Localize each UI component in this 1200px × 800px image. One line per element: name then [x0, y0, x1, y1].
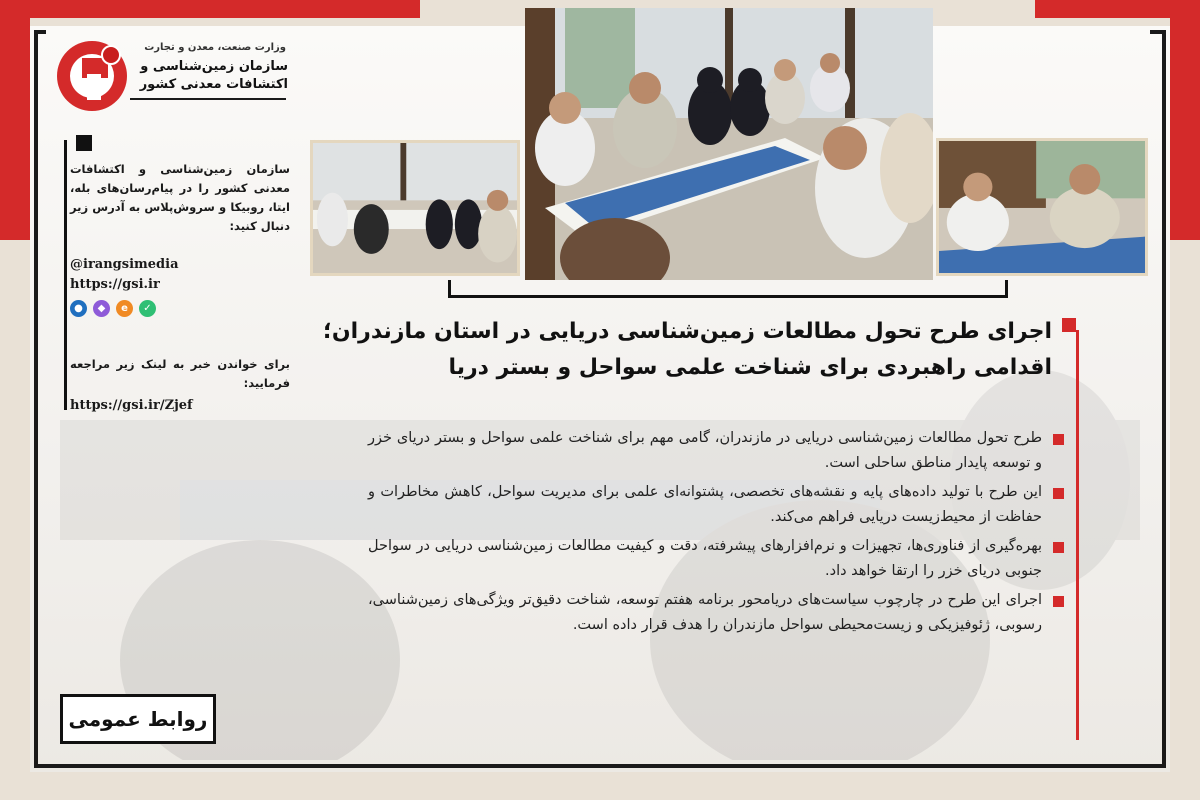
news-headline	[300, 314, 1052, 386]
bullet-item	[368, 480, 1064, 530]
bullet-text: اجرای این طرح در چارچوب سیاست‌های دریامحور برنامه هفتم توسعه، شناخت دقیق‌تر ویژگی‌های زمین‌شناسی، رسوبی، ژئوفیزیکی و زیست‌محیطی سواحل مازندران را هدف قرار داده است.	[368, 592, 1042, 633]
read-more-text: برای خواندن خبر به لینک زیر مراجعه فرمایید:	[70, 357, 290, 390]
soroush-icon[interactable]: e	[116, 300, 133, 317]
social-block	[70, 255, 179, 295]
rubika-icon[interactable]: ●	[70, 300, 87, 317]
frame-corner-top-right	[1150, 30, 1166, 34]
bullet-text: این طرح با تولید داده‌های پایه و نقشه‌های تخصصی، پشتوانه‌ای علمی برای مدیریت سواحل، کاهش مخاطرات و حفاظت از محیط‌زیست دریایی فراهم می‌کند.	[368, 484, 1042, 525]
messenger-app-icons	[70, 300, 156, 317]
bullet-text: بهره‌گیری از فناوری‌ها، تجهیزات و نرم‌افزارهای پیشرفته، دقت و کیفیت مطالعات زمین‌شناسی دریایی در سواحل جنوبی دریای خزر را ارتقا خواهد داد.	[368, 538, 1042, 579]
org-divider	[130, 98, 286, 100]
social-handle[interactable]: @irangsimedia	[70, 257, 179, 272]
organization-name	[124, 58, 288, 94]
meeting-photo-right	[936, 138, 1148, 276]
headline-marker	[1062, 318, 1076, 332]
bale-icon[interactable]: ✓	[139, 300, 156, 317]
headline-rule	[1076, 330, 1079, 740]
side-red-band-left	[0, 0, 30, 240]
sidebar-marker	[76, 135, 92, 151]
photo-bracket	[448, 280, 1008, 298]
meeting-photo-left	[310, 140, 520, 276]
frame-line-right	[1162, 30, 1166, 766]
bullet-square-icon	[1053, 596, 1064, 607]
public-relations-badge	[60, 694, 216, 744]
eitaa-icon[interactable]: ◆	[93, 300, 110, 317]
frame-line-left	[34, 30, 38, 766]
headline-line1: اجرای طرح تحول مطالعات زمین‌شناسی دریایی در استان مازندران؛	[323, 319, 1052, 344]
organization-name-line2: اکتشافات معدنی کشور	[139, 77, 288, 92]
bullet-square-icon	[1053, 542, 1064, 553]
frame-corner-top-left	[34, 30, 46, 34]
public-relations-label: روابط عمومی	[68, 707, 208, 731]
ministry-name: وزارت صنعت، معدن و تجارت	[144, 42, 286, 53]
bullet-item	[368, 588, 1064, 638]
news-bullets	[368, 426, 1064, 642]
frame-line-bottom	[34, 764, 1166, 768]
follow-invite-text: سازمان زمین‌شناسی و اکتشافات معدنی کشور را در پیام‌رسان‌های بله، ایتا، روبیکا و سروش‌پلاس به آدرس زیر دنبال کنید:	[70, 162, 290, 233]
meeting-photo-main	[525, 8, 933, 280]
bullet-square-icon	[1053, 434, 1064, 445]
headline-line2: اقدامی راهبردی برای شناخت علمی سواحل و بستر دریا	[448, 355, 1052, 380]
sidebar-rule	[64, 140, 67, 410]
bullet-square-icon	[1053, 488, 1064, 499]
bullet-item	[368, 534, 1064, 584]
bullet-text: طرح تحول مطالعات زمین‌شناسی دریایی در مازندران، گامی مهم برای شناخت علمی سواحل و بستر دریای خزر و توسعه پایدار مناطق ساحلی است.	[368, 430, 1042, 471]
website-link[interactable]: https://gsi.ir	[70, 277, 160, 292]
side-red-band-right	[1170, 0, 1200, 240]
gsi-logo-icon	[54, 38, 130, 114]
organization-name-line1: سازمان زمین‌شناسی و	[140, 59, 288, 74]
top-red-band-left	[0, 0, 420, 18]
bullet-item	[368, 426, 1064, 476]
news-short-link[interactable]: https://gsi.ir/Zjef	[70, 398, 193, 413]
